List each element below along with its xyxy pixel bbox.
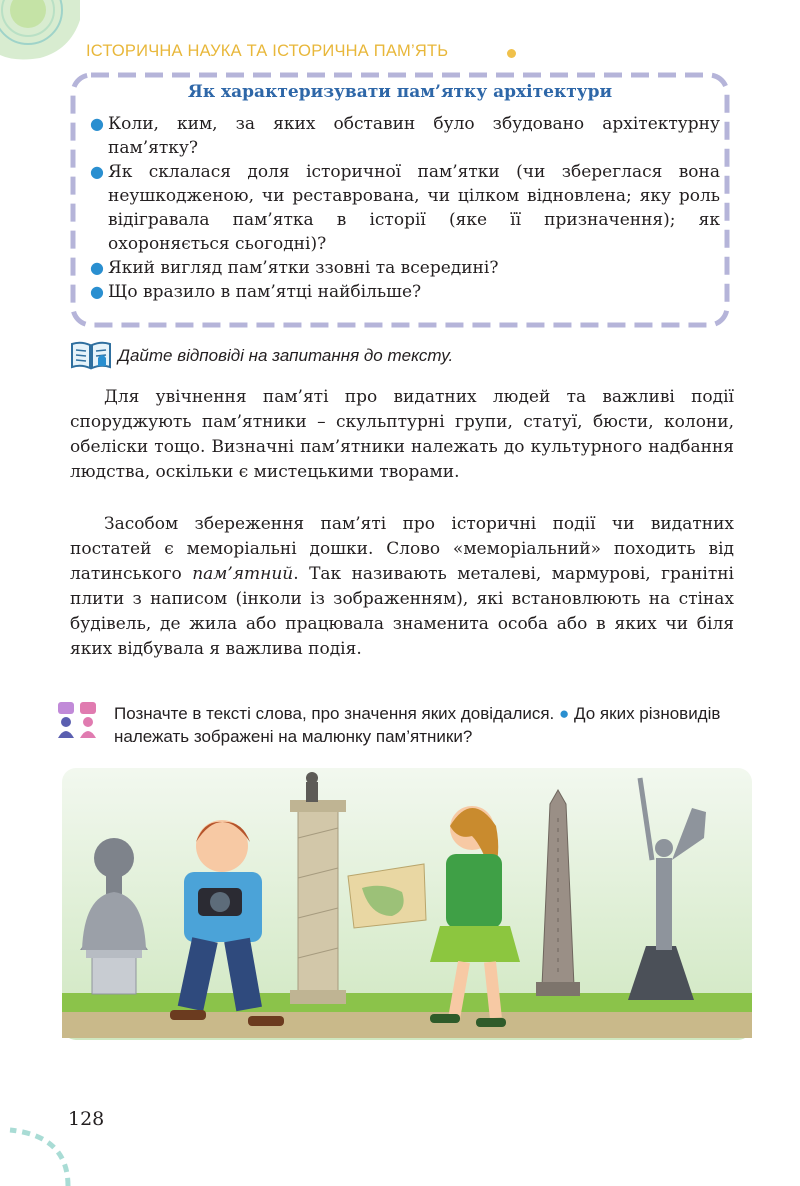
paragraph-memorial: Засобом збереження пам’яті про історичні події чи видатних постатей є меморіальні дошки. Слово «меморіальний» походить від латинського пам’ятний. Так називають металеві, мармурові, гранітні плити з написом (інколи із зображенням), які встановлюють на стінах будівель, де жила або працювала знаменита особа або в яких чи біля яких відбувала я важлива подія.	[70, 514, 734, 659]
paragraph-monuments: Для увічнення пам’яті про видатних людей та важливі події споруджують пам’ятники – скульптурні групи, статуї, бюсти, колони, обеліски тощо. Визначні пам’ятники належать до культурного надбання людства, оскільки є мистецькими творами.	[70, 387, 734, 482]
group-work-icon	[56, 700, 100, 740]
task-words-text: Позначте в тексті слова, про значення яких довідалися. ● До яких різновидів належать зображені на малюнку пам’ятники?	[114, 704, 721, 746]
task-words	[56, 698, 746, 748]
monuments-illustration	[62, 768, 752, 1040]
list-item: ● Коли, ким, за яких обставин було збудовано архітектурну пам’ятку?	[90, 114, 720, 158]
column-monument	[290, 772, 346, 1004]
info-box	[70, 72, 730, 328]
task-read-text: Дайте відповіді на запитання до тексту.	[118, 346, 454, 365]
task-read	[70, 338, 750, 372]
header-dot	[507, 49, 516, 58]
bullet-icon: ●	[90, 258, 104, 277]
book-icon	[70, 340, 112, 370]
corner-decoration-top	[0, 0, 80, 62]
bullet-icon: ●	[90, 114, 104, 133]
corner-decoration-bottom	[0, 1120, 80, 1186]
list-item: ● Як склалася доля історичної пам’ятки (чи збереглася вона неушкодженою, чи реставрована, чи цілком відновлена; яку роль відігравала пам’ятка в історії (яке її призначення); як охороняється сьогодні)?	[90, 162, 720, 254]
info-box-list	[90, 112, 720, 304]
info-box-title: Як характеризувати пам’ятку архітектури	[187, 82, 613, 102]
bullet-icon: ●	[90, 282, 104, 301]
running-header: ІСТОРИЧНА НАУКА ТА ІСТОРИЧНА ПАМ’ЯТЬ	[86, 42, 449, 60]
list-item: ● Що вразило в пам’ятці найбільше?	[90, 282, 422, 302]
bullet-icon: ●	[90, 162, 104, 181]
path	[62, 1012, 752, 1038]
page-number: 128	[68, 1108, 105, 1130]
list-item: ● Який вигляд пам’ятки ззовні та всередині?	[90, 258, 499, 278]
